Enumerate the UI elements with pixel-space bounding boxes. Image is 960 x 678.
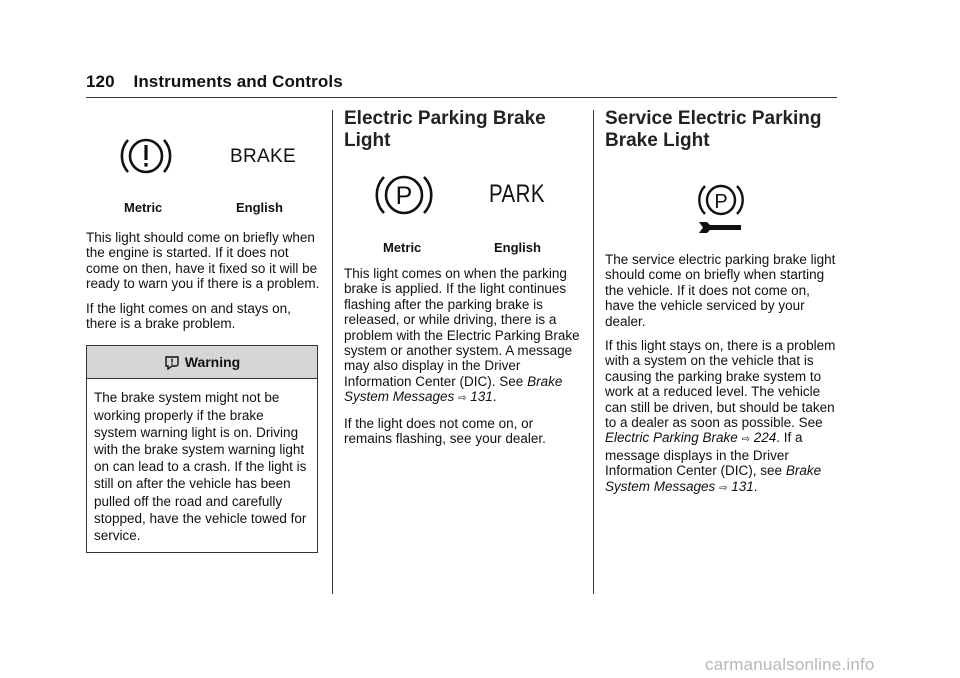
page-header xyxy=(86,72,343,92)
sepb-para-1: The service electric parking brake light should come on briefly when starting the vehicle. If it does not come on, have the vehicle serviced by your dealer. xyxy=(605,252,836,329)
header-rule xyxy=(86,97,837,98)
page-number: 120 xyxy=(86,72,115,91)
warning-box xyxy=(86,345,318,553)
column-brake-warning xyxy=(86,108,322,553)
heading-service-electric-parking-brake: Service Electric Parking Brake Light xyxy=(605,108,822,151)
page-ref-arrow-icon: ⇨ xyxy=(741,434,750,446)
link-electric-parking-brake[interactable]: Electric Parking Brake xyxy=(605,430,738,446)
page-ref-131[interactable]: 131 xyxy=(731,478,754,494)
english-label: English xyxy=(236,200,283,215)
warning-title: Warning xyxy=(184,354,241,371)
link-brake-system-messages[interactable]: Brake System Messages xyxy=(605,463,822,494)
epb-para-1 xyxy=(344,266,580,407)
metric-label: Metric xyxy=(124,200,163,215)
sepb-para-2-mid: . If a message displays in the Driver Information Center (DIC), see xyxy=(605,430,803,479)
warning-header xyxy=(87,346,317,379)
column-divider-2 xyxy=(593,110,594,594)
english-label: English xyxy=(494,240,541,255)
svg-text:P: P xyxy=(395,182,413,210)
metric-label: Metric xyxy=(383,240,422,255)
column-electric-parking-brake xyxy=(344,108,580,455)
watermark: carmanualsonline.info xyxy=(705,655,875,674)
column-divider-1 xyxy=(332,110,333,594)
sepb-para-2-end: . xyxy=(753,478,758,494)
park-brake-icon xyxy=(372,170,436,220)
brake-para-1: This light should come on briefly when the engine is started. If it does not come on then, have it fixed so it will be ready to warn you if there is a problem. xyxy=(86,230,320,292)
brake-english-icon: BRAKE xyxy=(230,146,296,167)
brake-para-2: If the light comes on and stays on, there is a brake problem. xyxy=(86,300,291,332)
page-ref-131[interactable]: 131 xyxy=(470,389,493,405)
warning-text: The brake system might not be working properly if the brake system warning light is on. Driving with the brake system warning light on can lead to a crash. If the light is still on after the vehicle has been pulled off the road and carefully stopped, have the vehicle towed for service. xyxy=(94,390,307,544)
section-title: Instruments and Controls xyxy=(133,72,343,91)
service-park-brake-icon xyxy=(697,182,747,234)
svg-text:P: P xyxy=(714,191,728,213)
column-service-electric-parking-brake xyxy=(605,108,841,505)
brake-warning-icon xyxy=(118,134,174,178)
sepb-para-2 xyxy=(605,338,841,496)
epb-para-1-text: This light comes on when the parking brake is applied. If the light continues flashing after the parking brake is released, or while driving, there is a problem with the Electric Parking Brake system or another system. A message may also display in the Driver Information Center (DIC). See xyxy=(344,266,580,389)
epb-para-2: If the light does not come on, or remains flashing, see your dealer. xyxy=(344,415,546,447)
page-ref-arrow-icon: ⇨ xyxy=(719,482,728,494)
page-ref-224[interactable]: 224 xyxy=(753,430,777,446)
link-brake-system-messages[interactable]: Brake System Messages xyxy=(344,373,563,405)
sepb-para-2-text: If this light stays on, there is a problem with a system on the vehicle that is causing the parking brake system to work at a reduced level. The vehicle can still be driven, but should be taken to a dealer as soon as possible. See xyxy=(605,338,836,431)
page-ref-arrow-icon: ⇨ xyxy=(458,393,467,405)
epb-para-1-end: . xyxy=(492,389,497,405)
warning-icon xyxy=(164,355,180,370)
park-english-icon: PARK xyxy=(489,180,545,208)
heading-electric-parking-brake: Electric Parking Brake Light xyxy=(344,108,546,151)
